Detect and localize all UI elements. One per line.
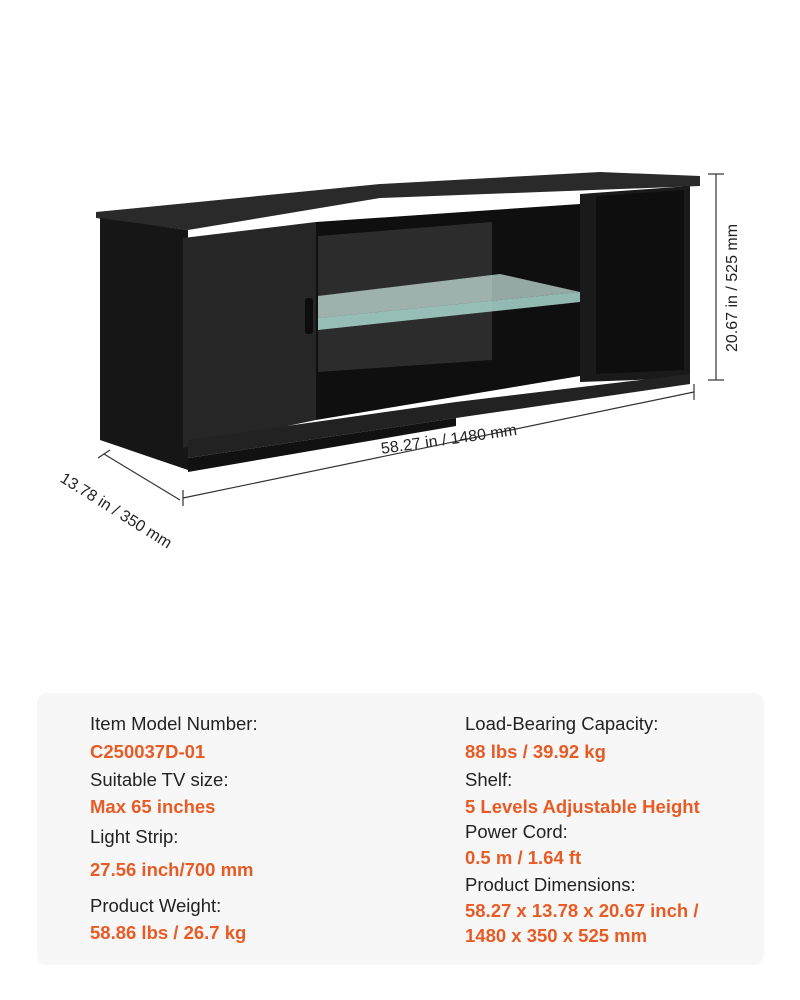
model-number-label: Item Model Number: <box>90 713 258 734</box>
load-capacity-label: Load-Bearing Capacity: <box>465 713 659 734</box>
dimensions-label: Product Dimensions: <box>465 874 636 895</box>
depth-dimension-label: 13.78 in / 350 mm <box>56 470 175 553</box>
tv-size-label: Suitable TV size: <box>90 769 229 790</box>
tv-size-value: Max 65 inches <box>90 796 216 817</box>
weight-label: Product Weight: <box>90 895 222 916</box>
height-dimension-label: 20.67 in / 525 mm <box>724 223 741 352</box>
weight-value: 58.86 lbs / 26.7 kg <box>90 922 247 943</box>
specifications-card <box>37 693 764 965</box>
door-handle <box>305 298 313 334</box>
cabinet-front <box>100 218 188 470</box>
shelf-label: Shelf: <box>465 769 513 790</box>
power-cord-label: Power Cord: <box>465 821 568 842</box>
right-cubby <box>596 190 684 374</box>
power-cord-value: 0.5 m / 1.64 ft <box>465 847 582 868</box>
light-strip-label: Light Strip: <box>90 826 179 847</box>
cabinet-door <box>183 222 316 448</box>
width-dimension-label: 58.27 in / 1480 mm <box>380 421 519 458</box>
load-capacity-value: 88 lbs / 39.92 kg <box>465 741 606 762</box>
dimensions-value-inch: 58.27 x 13.78 x 20.67 inch / <box>465 900 699 921</box>
shelf-value: 5 Levels Adjustable Height <box>465 796 700 817</box>
model-number-value: C250037D-01 <box>90 741 206 762</box>
light-strip-value: 27.56 inch/700 mm <box>90 859 254 880</box>
dimensions-value-mm: 1480 x 350 x 525 mm <box>465 925 648 946</box>
